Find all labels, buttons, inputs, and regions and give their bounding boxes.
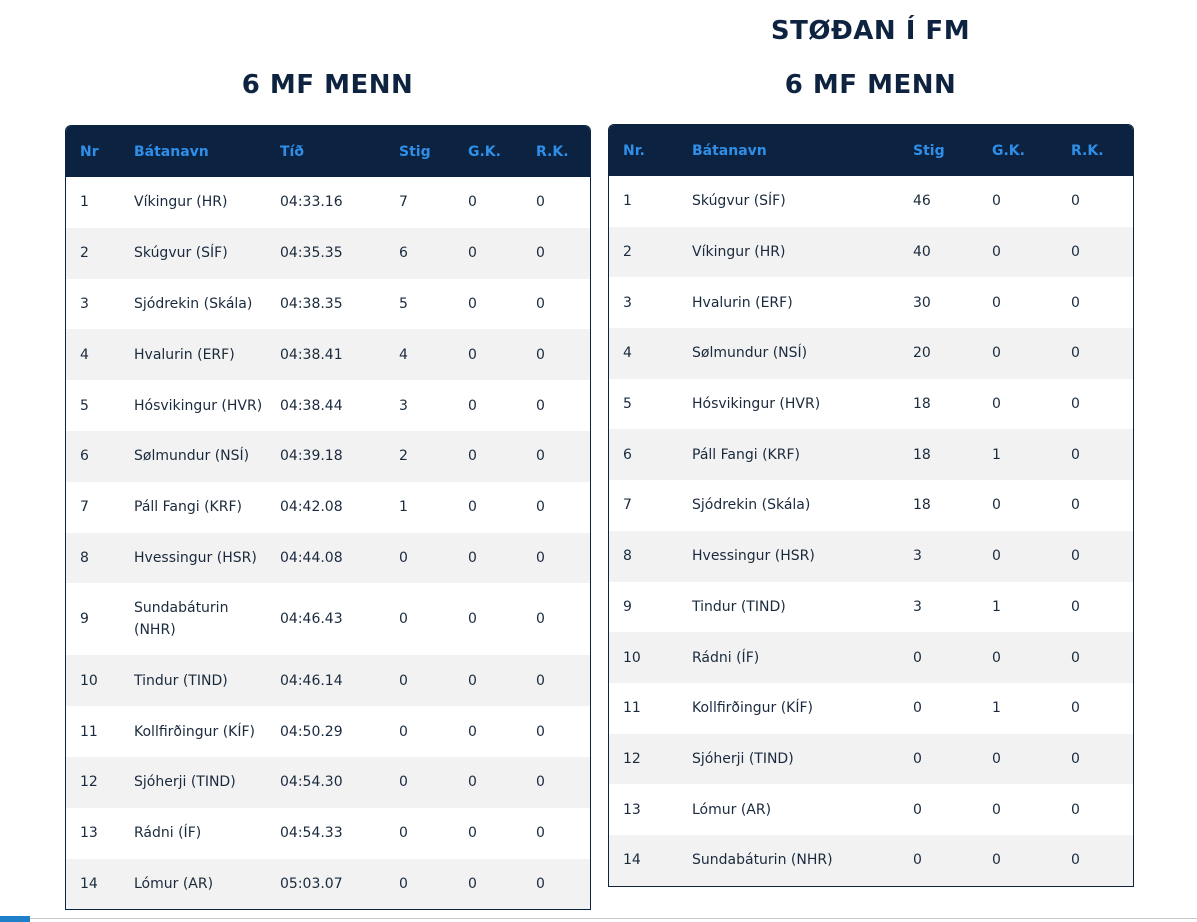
- table-row: [609, 480, 1133, 531]
- table-row: [609, 835, 1133, 886]
- race-cell-boat-name: Sjódrekin (Skála): [134, 295, 253, 312]
- race-cell-gk: 0: [468, 448, 477, 465]
- table-row: [66, 655, 590, 706]
- standings-cell-nr: 14: [623, 852, 641, 869]
- standings-cell-points: 0: [913, 801, 922, 818]
- race-cell-nr: 11: [80, 723, 98, 740]
- race-cell-boat-name: Lómur (AR): [134, 875, 214, 892]
- standings-cell-gk: 0: [992, 193, 1001, 210]
- race-cell-gk: 0: [468, 194, 477, 211]
- table-row: [609, 379, 1133, 430]
- standings-cell-points: 3: [913, 598, 922, 615]
- race-col-points: Stig: [399, 143, 431, 160]
- table-row: [66, 279, 590, 330]
- race-cell-points: 0: [399, 723, 408, 740]
- table-row: [66, 757, 590, 808]
- standings-cell-points: 0: [913, 852, 922, 869]
- table-row: [66, 329, 590, 380]
- race-col-nr: Nr: [80, 143, 99, 160]
- race-cell-boat-name: Hósvikingur (HVR): [134, 397, 263, 414]
- standings-cell-rk: 0: [1071, 497, 1080, 514]
- standings-cell-gk: 0: [992, 801, 1001, 818]
- race-cell-points: 0: [399, 825, 408, 842]
- race-cell-rk: 0: [536, 774, 545, 791]
- race-cell-gk: 0: [468, 611, 477, 628]
- standings-cell-boat-name: Tindur (TIND): [692, 598, 786, 615]
- standings-cell-rk: 0: [1071, 193, 1080, 210]
- standings-cell-boat-name: Sølmundur (NSÍ): [692, 345, 808, 362]
- standings-cell-points: 18: [913, 497, 931, 514]
- standings-cell-gk: 0: [992, 345, 1001, 362]
- race-cell-boat-name: Kollfirðingur (KÍF): [134, 723, 255, 740]
- race-cell-points: 0: [399, 549, 408, 566]
- race-cell-rk: 0: [536, 875, 545, 892]
- table-row: [66, 583, 590, 655]
- race-cell-points: 0: [399, 611, 408, 628]
- standings-cell-points: 0: [913, 750, 922, 767]
- standings-heading: 6 MF MENN: [784, 70, 957, 100]
- standings-col-boat-name: Bátanavn: [692, 142, 767, 159]
- race-cell-boat-name: Hvalurin (ERF): [134, 346, 235, 363]
- standings-cell-boat-name: Kollfirðingur (KÍF): [692, 700, 813, 717]
- standings-header: [609, 125, 1133, 176]
- table-row: [609, 429, 1133, 480]
- race-cell-rk: 0: [536, 723, 545, 740]
- race-cell-nr: 14: [80, 875, 98, 892]
- race-cell-gk: 0: [468, 875, 477, 892]
- standings-cell-gk: 1: [992, 598, 1001, 615]
- standings-cell-rk: 0: [1071, 598, 1080, 615]
- standings-cell-points: 18: [913, 396, 931, 413]
- table-row: [66, 482, 590, 533]
- race-cell-gk: 0: [468, 723, 477, 740]
- table-row: [609, 531, 1133, 582]
- race-cell-rk: 0: [536, 611, 545, 628]
- race-cell-boat-name: Víkingur (HR): [134, 194, 228, 211]
- race-cell-points: 2: [399, 448, 408, 465]
- standings-cell-gk: 0: [992, 750, 1001, 767]
- race-cell-time: 04:44.08: [280, 549, 343, 566]
- race-cell-gk: 0: [468, 295, 477, 312]
- race-cell-nr: 10: [80, 672, 98, 689]
- race-cell-time: 04:54.33: [280, 825, 343, 842]
- standings-cell-rk: 0: [1071, 750, 1080, 767]
- race-cell-gk: 0: [468, 549, 477, 566]
- race-cell-rk: 0: [536, 295, 545, 312]
- standings-cell-points: 3: [913, 548, 922, 565]
- race-cell-nr: 13: [80, 825, 98, 842]
- race-results-header: [66, 126, 590, 177]
- race-cell-rk: 0: [536, 448, 545, 465]
- race-cell-nr: 12: [80, 774, 98, 791]
- table-row: [609, 227, 1133, 278]
- race-cell-time: 04:38.35: [280, 295, 343, 312]
- standings-cell-rk: 0: [1071, 548, 1080, 565]
- standings-cell-boat-name: Páll Fangi (KRF): [692, 446, 800, 463]
- standings-cell-nr: 3: [623, 294, 632, 311]
- standings-cell-boat-name: Sjódrekin (Skála): [692, 497, 811, 514]
- standings-cell-boat-name: Skúgvur (SÍF): [692, 193, 786, 210]
- standings-cell-boat-name: Hvalurin (ERF): [692, 294, 793, 311]
- standings-col-gk: G.K.: [992, 142, 1025, 159]
- standings-cell-points: 40: [913, 244, 931, 261]
- race-cell-points: 6: [399, 245, 408, 262]
- race-col-boat-name: Bátanavn: [134, 143, 209, 160]
- race-cell-nr: 9: [80, 611, 89, 628]
- standings-cell-rk: 0: [1071, 852, 1080, 869]
- standings-cell-gk: 0: [992, 244, 1001, 261]
- race-cell-nr: 6: [80, 448, 89, 465]
- race-cell-rk: 0: [536, 245, 545, 262]
- table-row: [609, 582, 1133, 633]
- standings-cell-nr: 4: [623, 345, 632, 362]
- race-cell-rk: 0: [536, 194, 545, 211]
- standings-cell-points: 18: [913, 446, 931, 463]
- race-cell-nr: 2: [80, 245, 89, 262]
- race-cell-points: 0: [399, 774, 408, 791]
- table-row: [609, 328, 1133, 379]
- race-cell-time: 04:33.16: [280, 194, 343, 211]
- race-cell-gk: 0: [468, 346, 477, 363]
- race-cell-nr: 1: [80, 194, 89, 211]
- race-cell-time: 04:46.14: [280, 672, 343, 689]
- race-results-heading: 6 MF MENN: [241, 70, 414, 100]
- race-cell-nr: 8: [80, 549, 89, 566]
- race-cell-nr: 7: [80, 499, 89, 516]
- table-row: [66, 706, 590, 757]
- race-cell-time: 04:50.29: [280, 723, 343, 740]
- table-row: [66, 859, 590, 910]
- race-cell-points: 1: [399, 499, 408, 516]
- race-cell-nr: 3: [80, 295, 89, 312]
- race-cell-points: 3: [399, 397, 408, 414]
- standings-cell-boat-name: Sundabáturin (NHR): [692, 852, 833, 869]
- race-cell-time: 04:38.44: [280, 397, 343, 414]
- standings-cell-points: 46: [913, 193, 931, 210]
- standings-cell-gk: 0: [992, 548, 1001, 565]
- race-cell-points: 0: [399, 875, 408, 892]
- race-cell-time: 04:42.08: [280, 499, 343, 516]
- standings-cell-gk: 0: [992, 294, 1001, 311]
- standings-cell-rk: 0: [1071, 294, 1080, 311]
- race-cell-boat-name: Sjóherji (TIND): [134, 774, 236, 791]
- race-cell-time: 04:54.30: [280, 774, 343, 791]
- table-row: [609, 734, 1133, 785]
- table-row: [66, 431, 590, 482]
- race-cell-rk: 0: [536, 672, 545, 689]
- race-col-rk: R.K.: [536, 143, 569, 160]
- table-row: [609, 176, 1133, 227]
- standings-table-wrap: [608, 124, 1134, 887]
- standings-cell-rk: 0: [1071, 801, 1080, 818]
- race-col-gk: G.K.: [468, 143, 501, 160]
- race-cell-boat-name: Tindur (TIND): [134, 672, 228, 689]
- standings-cell-nr: 5: [623, 396, 632, 413]
- standings-col-rk: R.K.: [1071, 142, 1104, 159]
- table-row: [609, 784, 1133, 835]
- bottom-rule: [30, 918, 1197, 919]
- race-cell-rk: 0: [536, 549, 545, 566]
- table-row: [66, 380, 590, 431]
- table-row: [609, 632, 1133, 683]
- standings-cell-gk: 1: [992, 700, 1001, 717]
- bottom-divider: [0, 912, 1197, 922]
- race-cell-time: 04:38.41: [280, 346, 343, 363]
- race-cell-gk: 0: [468, 825, 477, 842]
- standings-cell-boat-name: Hvessingur (HSR): [692, 548, 815, 565]
- bottom-accent-bar: [0, 916, 30, 922]
- race-cell-time: 04:39.18: [280, 448, 343, 465]
- race-cell-rk: 0: [536, 499, 545, 516]
- standings-col-points: Stig: [913, 142, 945, 159]
- race-cell-gk: 0: [468, 672, 477, 689]
- race-cell-gk: 0: [468, 774, 477, 791]
- standings-cell-rk: 0: [1071, 649, 1080, 666]
- standings-cell-points: 30: [913, 294, 931, 311]
- table-row: [609, 277, 1133, 328]
- standings-cell-nr: 1: [623, 193, 632, 210]
- standings-cell-points: 0: [913, 649, 922, 666]
- race-cell-time: 04:46.43: [280, 611, 343, 628]
- standings-cell-gk: 0: [992, 649, 1001, 666]
- standings-col-nr: Nr.: [623, 142, 645, 159]
- standings-cell-rk: 0: [1071, 446, 1080, 463]
- standings-title: STØÐAN Í FM: [770, 16, 971, 46]
- table-row: [609, 683, 1133, 734]
- race-cell-rk: 0: [536, 346, 545, 363]
- standings-cell-nr: 11: [623, 700, 641, 717]
- standings-table: [609, 125, 1133, 886]
- standings-cell-nr: 8: [623, 548, 632, 565]
- race-cell-boat-name: Skúgvur (SÍF): [134, 245, 228, 262]
- standings-cell-nr: 12: [623, 750, 641, 767]
- standings-body: [609, 176, 1133, 886]
- table-row: [66, 808, 590, 859]
- race-cell-points: 4: [399, 346, 408, 363]
- race-results-table: [66, 126, 590, 909]
- race-cell-boat-name: Páll Fangi (KRF): [134, 499, 242, 516]
- race-cell-gk: 0: [468, 245, 477, 262]
- race-cell-points: 0: [399, 672, 408, 689]
- race-cell-gk: 0: [468, 499, 477, 516]
- standings-cell-rk: 0: [1071, 345, 1080, 362]
- standings-cell-nr: 9: [623, 598, 632, 615]
- race-cell-nr: 5: [80, 397, 89, 414]
- standings-cell-gk: 0: [992, 497, 1001, 514]
- standings-cell-nr: 6: [623, 446, 632, 463]
- table-row: [66, 177, 590, 228]
- standings-cell-gk: 1: [992, 446, 1001, 463]
- standings-cell-points: 20: [913, 345, 931, 362]
- standings-cell-boat-name: Rádni (ÍF): [692, 649, 760, 666]
- standings-cell-rk: 0: [1071, 244, 1080, 261]
- race-results-table-wrap: [65, 125, 591, 910]
- standings-cell-gk: 0: [992, 396, 1001, 413]
- race-col-time: Tíð: [280, 143, 304, 160]
- race-cell-time: 05:03.07: [280, 875, 343, 892]
- race-cell-gk: 0: [468, 397, 477, 414]
- race-cell-points: 7: [399, 194, 408, 211]
- standings-cell-points: 0: [913, 700, 922, 717]
- standings-cell-boat-name: Víkingur (HR): [692, 244, 786, 261]
- table-row: [66, 228, 590, 279]
- standings-cell-rk: 0: [1071, 700, 1080, 717]
- standings-cell-nr: 7: [623, 497, 632, 514]
- standings-cell-rk: 0: [1071, 396, 1080, 413]
- standings-cell-nr: 13: [623, 801, 641, 818]
- race-cell-nr: 4: [80, 346, 89, 363]
- race-cell-rk: 0: [536, 397, 545, 414]
- race-cell-rk: 0: [536, 825, 545, 842]
- table-row: [66, 533, 590, 584]
- standings-cell-boat-name: Lómur (AR): [692, 801, 772, 818]
- race-cell-points: 5: [399, 295, 408, 312]
- standings-cell-gk: 0: [992, 852, 1001, 869]
- race-cell-boat-name: Sølmundur (NSÍ): [134, 448, 250, 465]
- standings-cell-boat-name: Hósvikingur (HVR): [692, 396, 821, 413]
- race-cell-boat-name: Hvessingur (HSR): [134, 549, 257, 566]
- race-cell-boat-name: Sundabáturin (NHR): [134, 600, 229, 639]
- standings-cell-nr: 2: [623, 244, 632, 261]
- standings-cell-nr: 10: [623, 649, 641, 666]
- standings-cell-boat-name: Sjóherji (TIND): [692, 750, 794, 767]
- race-cell-time: 04:35.35: [280, 245, 343, 262]
- race-results-body: [66, 177, 590, 909]
- race-cell-boat-name: Rádni (ÍF): [134, 825, 202, 842]
